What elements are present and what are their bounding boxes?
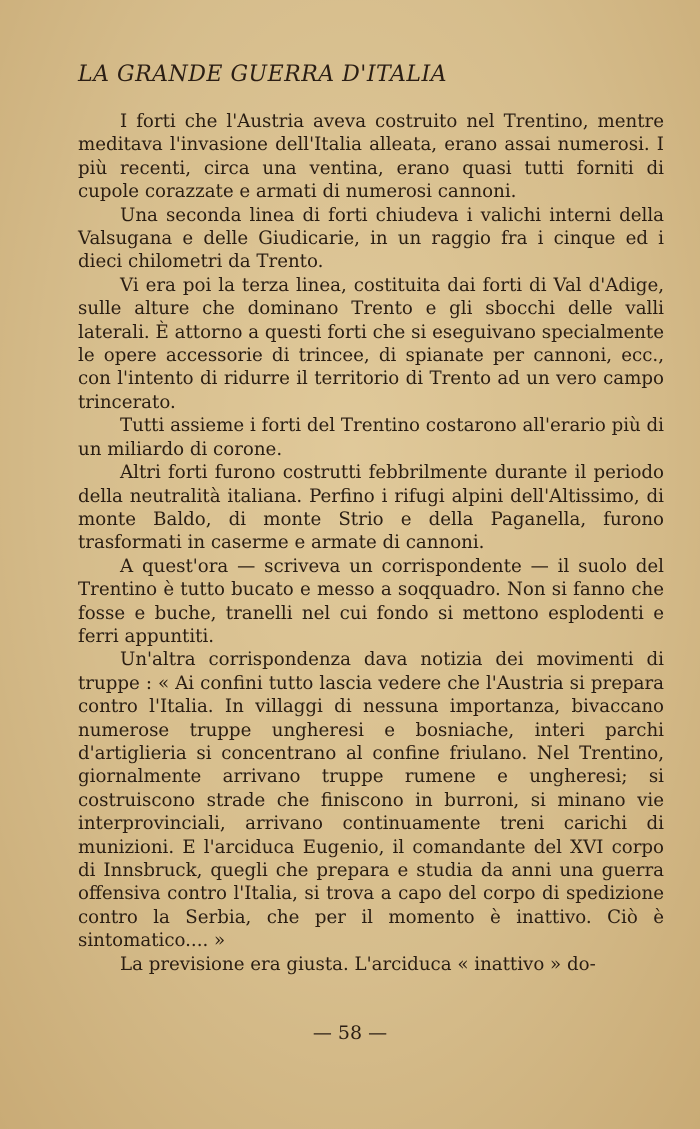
paragraph-3: Vi era poi la terza linea, costituita dai forti di Val d'Adige, sulle alture che dominano Trento e gli sbocchi delle valli laterali. È attorno a questi forti che si eseguivano specialmente le opere accessorie di trincee, di spianate per cannoni, ecc., con l'intento di ridurre il territorio di Trento ad un vero campo trincerato. [78,274,664,413]
paragraph-6: A quest'ora — scriveva un corrispondente — il suolo del Trentino è tutto bucato e messo a soqquadro. Non si fanno che fosse e buche, tranelli nel cui fondo si mettono esplodenti e ferri appuntiti. [78,555,664,647]
running-header: LA GRANDE GUERRA D'ITALIA [78,62,448,87]
paragraph-1: I forti che l'Austria aveva costruito nel Trentino, mentre meditava l'invasione dell'Italia alleata, erano assai numerosi. I più recenti, circa una ventina, erano quasi tutti forniti di cupole corazzate e armati di numerosi cannoni. [78,111,664,203]
body-text [78,110,664,976]
paragraph-4: Tutti assieme i forti del Trentino costarono all'erario più di un miliardo di corone. [78,415,664,460]
paragraph-8: La previsione era giusta. L'arciduca « inattivo » do- [120,953,596,975]
paragraph-5: Altri forti furono costrutti febbrilmente durante il periodo della neutralità italiana. Perfino i rifugi alpini dell'Altissimo, di monte Baldo, di monte Strio e della Paganella, furono trasformati in caserme e armate di cannoni. [78,462,664,554]
paragraph-2: Una seconda linea di forti chiudeva i valichi interni della Valsugana e delle Giudicarie, in un raggio fra i cinque ed i dieci chilometri da Trento. [78,204,664,273]
paragraph-7: Un'altra corrispondenza dava notizia dei movimenti di truppe : « Ai confini tutto lascia vedere che l'Austria si prepara contro l'Italia. In villaggi di nessuna importanza, bivaccano numerose truppe ungheresi e bosniache, interi parchi d'artiglieria si concentrano al confine friulano. Nel Trentino, giornalmente arrivano truppe rumene e ungheresi; si costruiscono strade che finiscono in burroni, si minano vie interprovinciali, arrivano continuamente treni carichi di munizioni. E l'arciduca Eugenio, il comandante del XVI corpo di Innsbruck, quegli che prepara e studia da anni una guerra offensiva contro l'Italia, si trova a capo del corpo di spedizione contro la Serbia, che per il momento è inattivo. Ciò è sintomatico.... » [78,649,664,952]
page-number: — 58 — [312,1022,388,1044]
